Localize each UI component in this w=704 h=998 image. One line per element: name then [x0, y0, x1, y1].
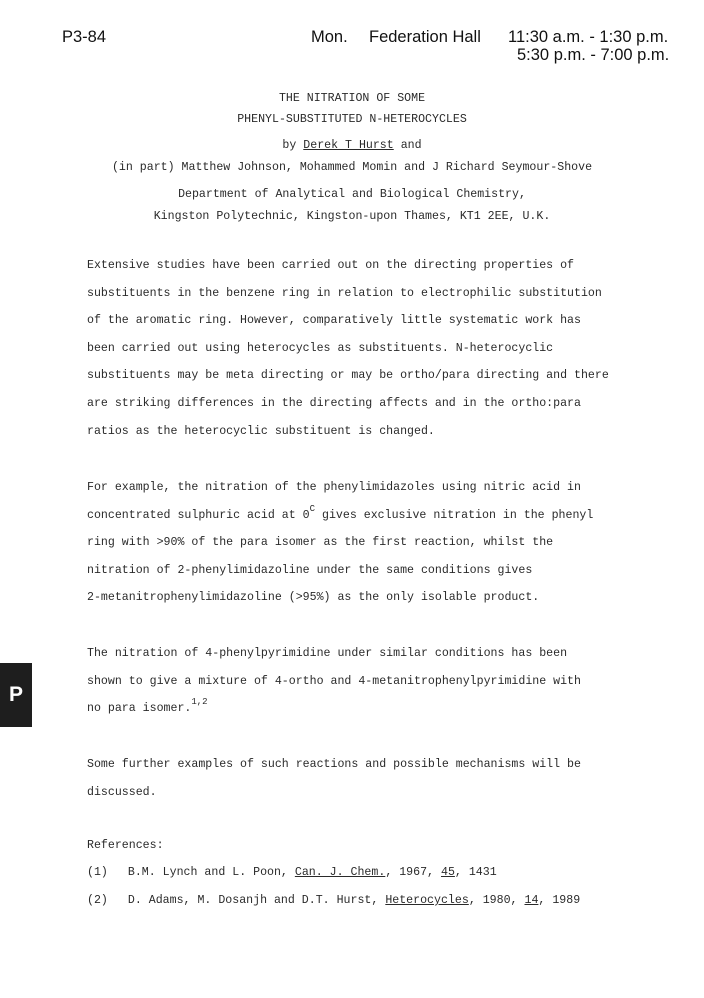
reference-2: (2) D. Adams, M. Dosanjh and D.T. Hurst, Heterocycles, 1980, 14, 1989 [87, 894, 581, 907]
degree-superscript: C [309, 503, 316, 514]
text-line: For example, the nitration of the phenylimidazoles using nitric acid in [87, 481, 581, 494]
text-line: of the aromatic ring. However, comparatively little systematic work has [87, 314, 581, 328]
text-line: ratios as the heterocyclic substituent is changed. [87, 424, 435, 438]
text-line: ring with >90% of the para isomer as the first reaction, whilst the [87, 536, 554, 550]
text-line: no para isomer.$^{1,2}$ [87, 697, 208, 716]
text-line: concentrated sulphuric acid at $0^C$ gives exclusive nitration in the phenyl [87, 503, 594, 522]
text-line: been carried out using heterocycles as substituents. N-heterocyclic [87, 341, 554, 355]
text-line: Some further examples of such reactions and possible mechanisms will be [87, 758, 581, 771]
session-time-1: 11:30 a.m. - 1:30 p.m. [508, 28, 669, 46]
journal-volume: 14 [524, 894, 539, 907]
text-line: Extensive studies have been carried out on the directing properties of [87, 259, 575, 272]
session-venue: Federation Hall [369, 28, 481, 46]
text-line: nitration of 2-phenylimidazoline under the same conditions gives [87, 563, 533, 577]
journal-name: Can. J. Chem. [294, 866, 386, 879]
authors-line-2: (in part) Matthew Johnson, Mohammed Momin and J Richard Seymour-Shove [111, 161, 593, 174]
title-line-1: THE NITRATION OF SOME [278, 92, 426, 105]
affiliation-line-2: Kingston Polytechnic, Kingston-upon Thames, KT1 2EE, U.K. [153, 210, 551, 223]
presenting-author: Derek T Hurst [303, 139, 394, 152]
reference-1: (1) B.M. Lynch and L. Poon, Can. J. Chem., 1967, 45, 1431 [87, 866, 497, 879]
text-line: substituents may be meta directing or may be ortho/para directing and there [87, 369, 609, 383]
abstract-paragraph-1 [87, 252, 667, 445]
journal-name: Heterocycles [385, 894, 469, 907]
abstract-paragraph-2 [87, 474, 667, 612]
text-line: 2-metanitrophenylimidazoline (>95%) as the only isolable product. [87, 591, 540, 605]
text-line: The nitration of 4-phenylpyrimidine under similar conditions has been [87, 647, 568, 660]
authors-line-1: by Derek T Hurst and [282, 139, 422, 152]
text-line: shown to give a mixture of 4-ortho and 4-metanitrophenylpyrimidine with [87, 674, 581, 688]
journal-volume: 45 [440, 866, 455, 879]
session-day: Mon. [311, 28, 348, 46]
reference-superscript: 1,2 [191, 697, 208, 708]
abstract-paragraph-4 [87, 751, 667, 806]
section-tab: P [0, 663, 32, 727]
affiliation-line-1: Department of Analytical and Biological Chemistry, [178, 188, 526, 201]
text-line: are striking differences in the directing affects and in the ortho:para [87, 396, 581, 410]
text-line: discussed. [87, 785, 157, 799]
text-line: substituents in the benzene ring in relation to electrophilic substitution [87, 286, 602, 300]
session-time-2: 5:30 p.m. - 7:00 p.m. [517, 46, 670, 64]
abstract-code: P3-84 [62, 28, 107, 46]
references-heading: References: [87, 839, 164, 852]
title-line-2: PHENYL-SUBSTITUTED N-HETEROCYCLES [237, 113, 467, 126]
abstract-paragraph-3 [87, 640, 667, 723]
